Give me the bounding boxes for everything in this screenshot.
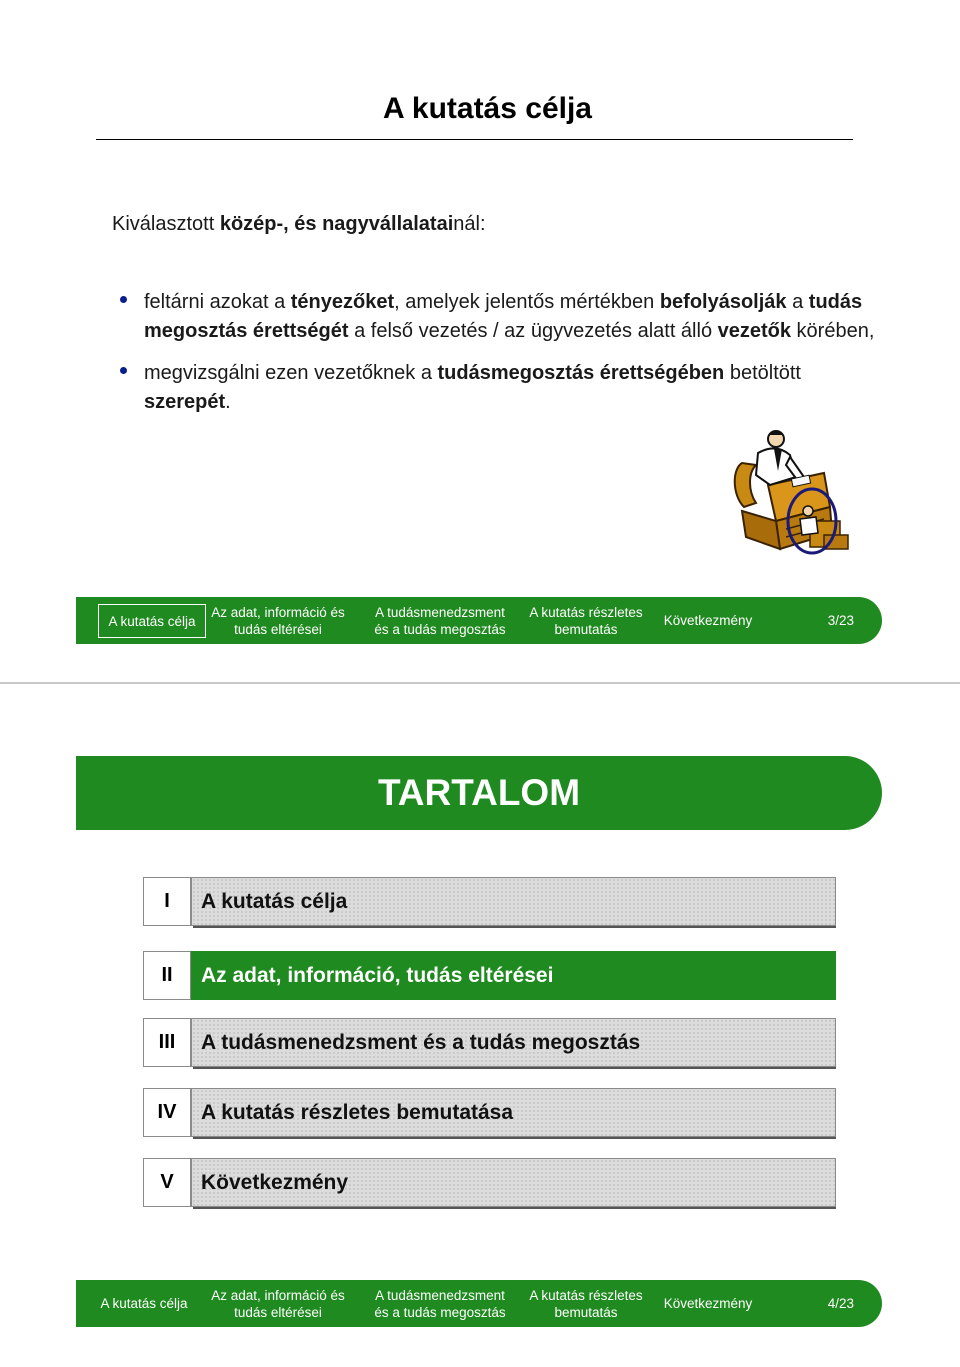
nav-tab-kutatas-celja[interactable]: A kutatás célja xyxy=(100,1296,188,1311)
intro-part2: nál: xyxy=(453,213,486,235)
bullet-plain-text: a xyxy=(786,291,809,313)
nav-tab-reszletes-bemutatas[interactable]: A kutatás részletes bemutatás xyxy=(529,1287,643,1320)
footer-nav-bar xyxy=(76,1280,882,1327)
nav-tab-reszletes-bemutatas[interactable]: A kutatás részletes bemutatás xyxy=(529,604,643,637)
bullet-text xyxy=(144,362,801,413)
title-divider xyxy=(96,139,853,140)
intro-part1: Kiválasztott xyxy=(112,213,220,235)
bullet-bold-text: szerepét xyxy=(144,391,226,413)
bullet-bold-text: tudásmegosztás érettségében xyxy=(437,362,725,384)
toc-number: II xyxy=(143,951,191,1000)
bullet-plain-text: a felső vezetés / az ügyvezetés alatt álló xyxy=(348,320,718,342)
nav-tab-adat-informacio[interactable]: Az adat, információ és tudás eltérései xyxy=(211,1287,345,1320)
bullet-bold-text: vezetők xyxy=(717,320,791,342)
toc-heading: TARTALOM xyxy=(76,756,882,830)
bullet-plain-text: megvizsgálni ezen vezetőknek a xyxy=(144,362,438,384)
nav-tab-tudasmenedzsment[interactable]: A tudásmenedzsment és a tudás megosztás xyxy=(374,1287,506,1320)
toc-label: A tudásmenedzsment és a tudás megosztás xyxy=(191,1018,836,1067)
nav-tab-tudasmenedzsment[interactable]: A tudásmenedzsment és a tudás megosztás xyxy=(374,604,506,637)
bullet-bold-text: tényezőket xyxy=(290,291,395,313)
bullet-list xyxy=(120,288,880,417)
intro-bold: közép-, és nagyvállalatai xyxy=(219,213,454,235)
toc-label: Az adat, információ, tudás eltérései xyxy=(191,951,836,1000)
footer-nav-bar xyxy=(76,597,882,644)
slide-3 xyxy=(0,0,960,683)
toc-row-4[interactable] xyxy=(143,1088,836,1139)
manager-at-desk-icon xyxy=(728,425,860,565)
page-number: 3/23 xyxy=(827,613,854,628)
toc-number: III xyxy=(143,1018,191,1067)
bullet-plain-text: betöltött xyxy=(724,362,801,384)
toc-label: A kutatás célja xyxy=(191,877,836,926)
bullet-plain-text: feltárni azokat a xyxy=(144,291,291,313)
slide-title: A kutatás célja xyxy=(383,92,592,125)
bullet-plain-text: körében, xyxy=(791,320,875,342)
toc-number: I xyxy=(143,877,191,926)
nav-tab-adat-informacio[interactable]: Az adat, információ és tudás eltérései xyxy=(211,604,345,637)
toc-number: V xyxy=(143,1158,191,1207)
toc-row-3[interactable] xyxy=(143,1018,836,1069)
nav-tab-kovetkezmeny[interactable]: Következmény xyxy=(663,613,753,628)
toc-row-2-active[interactable] xyxy=(143,951,836,1002)
toc-row-5[interactable] xyxy=(143,1158,836,1209)
bullet-item-2 xyxy=(120,359,880,417)
bullet-bold-text: befolyásolják xyxy=(659,291,787,313)
toc-label: Következmény xyxy=(191,1158,836,1207)
bullet-bold-text: tudás megosztás érettségét xyxy=(144,291,863,342)
toc-number: IV xyxy=(143,1088,191,1137)
slide-4 xyxy=(0,684,960,1367)
bullet-dot-icon xyxy=(120,367,127,374)
bullet-plain-text: , amelyek jelentős mértékben xyxy=(394,291,660,313)
bullet-plain-text: . xyxy=(225,391,231,413)
toc-label: A kutatás részletes bemutatása xyxy=(191,1088,836,1137)
nav-tab-kovetkezmeny[interactable]: Következmény xyxy=(663,1296,753,1311)
bullet-text xyxy=(144,291,874,342)
intro-text xyxy=(112,213,486,236)
page-number: 4/23 xyxy=(827,1296,854,1311)
bullet-item-1 xyxy=(120,288,880,346)
nav-tab-kutatas-celja[interactable]: A kutatás célja xyxy=(98,604,206,638)
toc-row-1[interactable] xyxy=(143,877,836,928)
bullet-dot-icon xyxy=(120,296,127,303)
